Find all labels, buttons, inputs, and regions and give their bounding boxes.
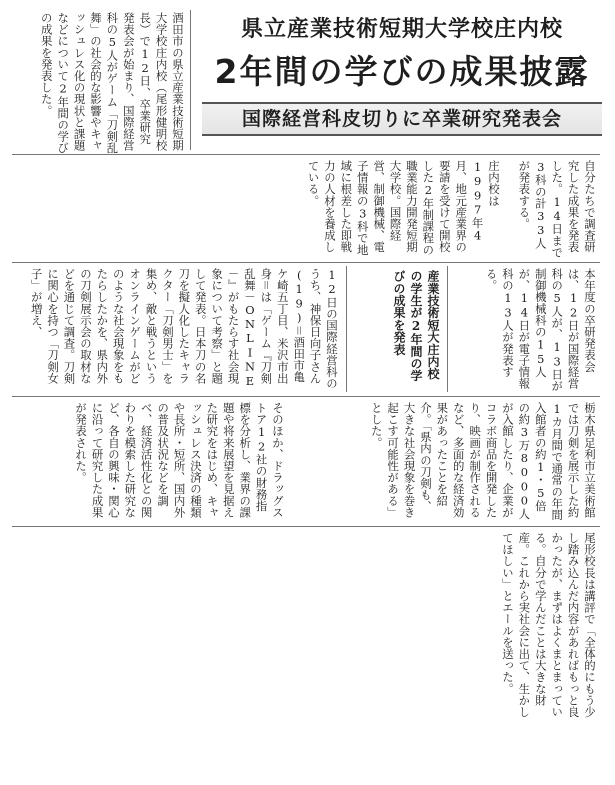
headline-sub: 国際経営科皮切りに卒業研究発表会 [202,102,602,136]
headline-main: 2年間の学びの成果披露 [214,52,590,91]
body-paragraph-4a: 12日の国際経営科のうち、神保日向子さん(19)＝酒田市亀ケ崎五丁目、米沢市出身＝は「ゲーム『刀剣乱舞－ONLINE－』がもたらす社会現象について考察」と題して発表。日本刀の名刀を擬人化したキャラクター「刀剣男士」を集め、敵と戦うというオンラインゲームがどのような社会現象をもたらしたかを、県内外の刀剣展示会の取材などを通じて調査。刀剣に関心を持つ「刀剣女子」が増え、 [29,268,339,390]
body-paragraph-5: 栃木県足利市立美術館では刀剣を展示した約1カ月間で通常の年間入館者の約1・5倍の約3万8000人が入館したり、企業がコラボ商品を開発したり、映画が制作されるなど、多面的な経済効果があったことを紹介。「県内の刀剣も、大きな社会現象を巻き起こす可能性がある」とした。 [369,402,597,521]
tier3-rule [12,526,600,527]
headline-kicker: 県立産業技術短期大学校庄内校 [240,17,563,42]
headline-bottom-rule [12,154,600,155]
pullquote-text: 産業技術短大庄内校の学生が2年間の学びの成果を発表 [392,270,440,382]
pullquote-box [346,266,448,392]
body-paragraph-3: 本年度の卒研発表会は、12日が国際経営科の5人が、13日が制御機械科の15人が、14日が電子情報科の13人が発表する。 [484,268,597,392]
body-paragraph-1: 自分たちで調査研究した成果を発表した。14日まで3科の計33人が発表する。 [517,160,597,258]
headline-block [192,12,602,144]
tier1-rule [12,262,600,263]
body-paragraph-7: 尾形校長は講評で「全体的にもう少し踏み込んだ内容があればもっと良かったが、まずはよくまとまっている。自分で学んだことは大きな財産。これから実社会に出て、生かしてほしい」とエールを送った。 [500,532,597,718]
body-paragraph-6: そのほか、ドラッグストア12社の財務指標を分析し、業界の課題や将来展望を見据えた研究をはじめ、キャッシュレス決済の種類や長所・短所、国内外の普及状況などを調べ、経済活性化との関わりを模索した研究など、各自の興味・関心に沿って研究した成果が発表された。 [74,402,285,518]
lead-paragraph: 酒田市の県立産業技術短期大学校庄内校（尾形健明校長）で12日、卒業研究発表会が始まり、国際経営科の5人がゲーム「刀剣乱舞」の社会的な影響やキャッシュレス化の現状と課題などについて2年間の学びの成果を発表した。 [39,12,185,154]
newspaper-clipping [6,4,604,728]
body-paragraph-2: 庄内校は1997年4月、地元産業界の要請を受けて開校した2年制課程の職業能力開発短期大学校。国際経営、制御機械、電子情報の3科で地域に根差した即戦力の人材を養成している。 [306,160,501,256]
lead-divider [190,10,191,150]
tier2-rule [12,396,600,397]
